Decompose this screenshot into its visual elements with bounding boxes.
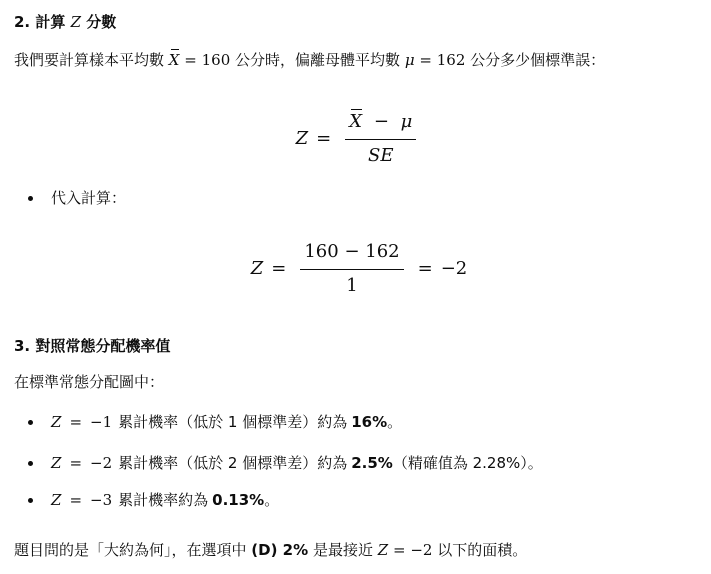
heading-var: Z: [70, 13, 82, 31]
item-end: （精確值為 2.28%）。: [392, 454, 543, 472]
section-2-heading: [14, 10, 116, 34]
fraction-denominator: SE: [368, 144, 394, 166]
z-var: Z: [51, 454, 62, 472]
equals-sign: =: [69, 454, 83, 472]
intro-text: 公分多少個標準誤：: [470, 51, 606, 69]
fraction-numerator: [345, 108, 416, 140]
list-item: [28, 488, 279, 512]
equals-sign: =: [392, 541, 406, 559]
fraction-numerator: 160 − 162: [300, 238, 403, 270]
conclusion-text: 題目問的是「大約為何」，在選項中: [14, 541, 247, 559]
equals-sign: =: [419, 51, 432, 69]
item-end: 。: [264, 491, 280, 509]
equals-sign: =: [316, 127, 332, 149]
z-calculation: [14, 238, 704, 301]
intro-text: 公分時，偏離母體平均數: [235, 51, 401, 69]
equals-sign: =: [69, 413, 83, 431]
item-percent: 16%: [351, 413, 388, 431]
conclusion-text: 以下的面積。: [437, 541, 528, 559]
list-item: [28, 410, 402, 434]
conclusion: [14, 538, 527, 562]
formula-fraction: [345, 108, 416, 171]
equals-sign: =: [184, 51, 197, 69]
item-end: 。: [387, 413, 403, 431]
population-mean-value: 162: [436, 51, 466, 69]
equals-sign: =: [417, 257, 433, 279]
z-var: Z: [51, 491, 62, 509]
z-value: −2: [410, 541, 433, 559]
bullet-dot: [28, 498, 33, 503]
z-value: −3: [90, 491, 113, 509]
item-text: 累計機率約為: [118, 491, 209, 509]
calc-result: −2: [440, 257, 468, 279]
answer-option: (D) 2%: [251, 541, 309, 559]
item-percent: 0.13%: [212, 491, 265, 509]
mu-symbol: μ: [400, 111, 413, 132]
item-text: 累計機率（低於 2 個標準差）約為: [118, 454, 348, 472]
xbar-symbol: X: [349, 108, 362, 137]
fraction-denominator: 1: [346, 274, 358, 296]
list-item: [28, 186, 126, 210]
z-var: Z: [377, 541, 389, 559]
bullet-text: 代入計算：: [51, 189, 127, 207]
mu-symbol: μ: [404, 51, 415, 69]
calc-fraction: [300, 238, 403, 301]
equals-sign: =: [271, 257, 287, 279]
item-text: 累計機率（低於 1 個標準差）約為: [118, 413, 348, 431]
minus-sign: −: [373, 111, 389, 132]
z-value: −1: [90, 413, 113, 431]
section-3-heading: 3. 對照常態分配機率值: [14, 337, 171, 355]
list-item: [28, 451, 543, 475]
xbar-symbol: X: [169, 48, 180, 72]
equals-sign: =: [69, 491, 83, 509]
heading-text: 分數: [86, 13, 117, 31]
bullet-dot: [28, 196, 33, 201]
formula-lhs: Z: [295, 127, 309, 149]
bullet-dot: [28, 461, 33, 466]
z-var: Z: [51, 413, 62, 431]
heading-text: 2. 計算: [14, 13, 66, 31]
formula-lhs: Z: [250, 257, 264, 279]
intro-text: 我們要計算樣本平均數: [14, 51, 165, 69]
section-3-intro: 在標準常態分配圖中：: [14, 373, 165, 391]
section-2-intro: [14, 48, 605, 72]
item-percent: 2.5%: [351, 454, 393, 472]
z-formula: [14, 108, 704, 171]
sample-mean-value: 160: [201, 51, 231, 69]
conclusion-text: 是最接近: [312, 541, 373, 559]
bullet-dot: [28, 420, 33, 425]
z-value: −2: [90, 454, 113, 472]
